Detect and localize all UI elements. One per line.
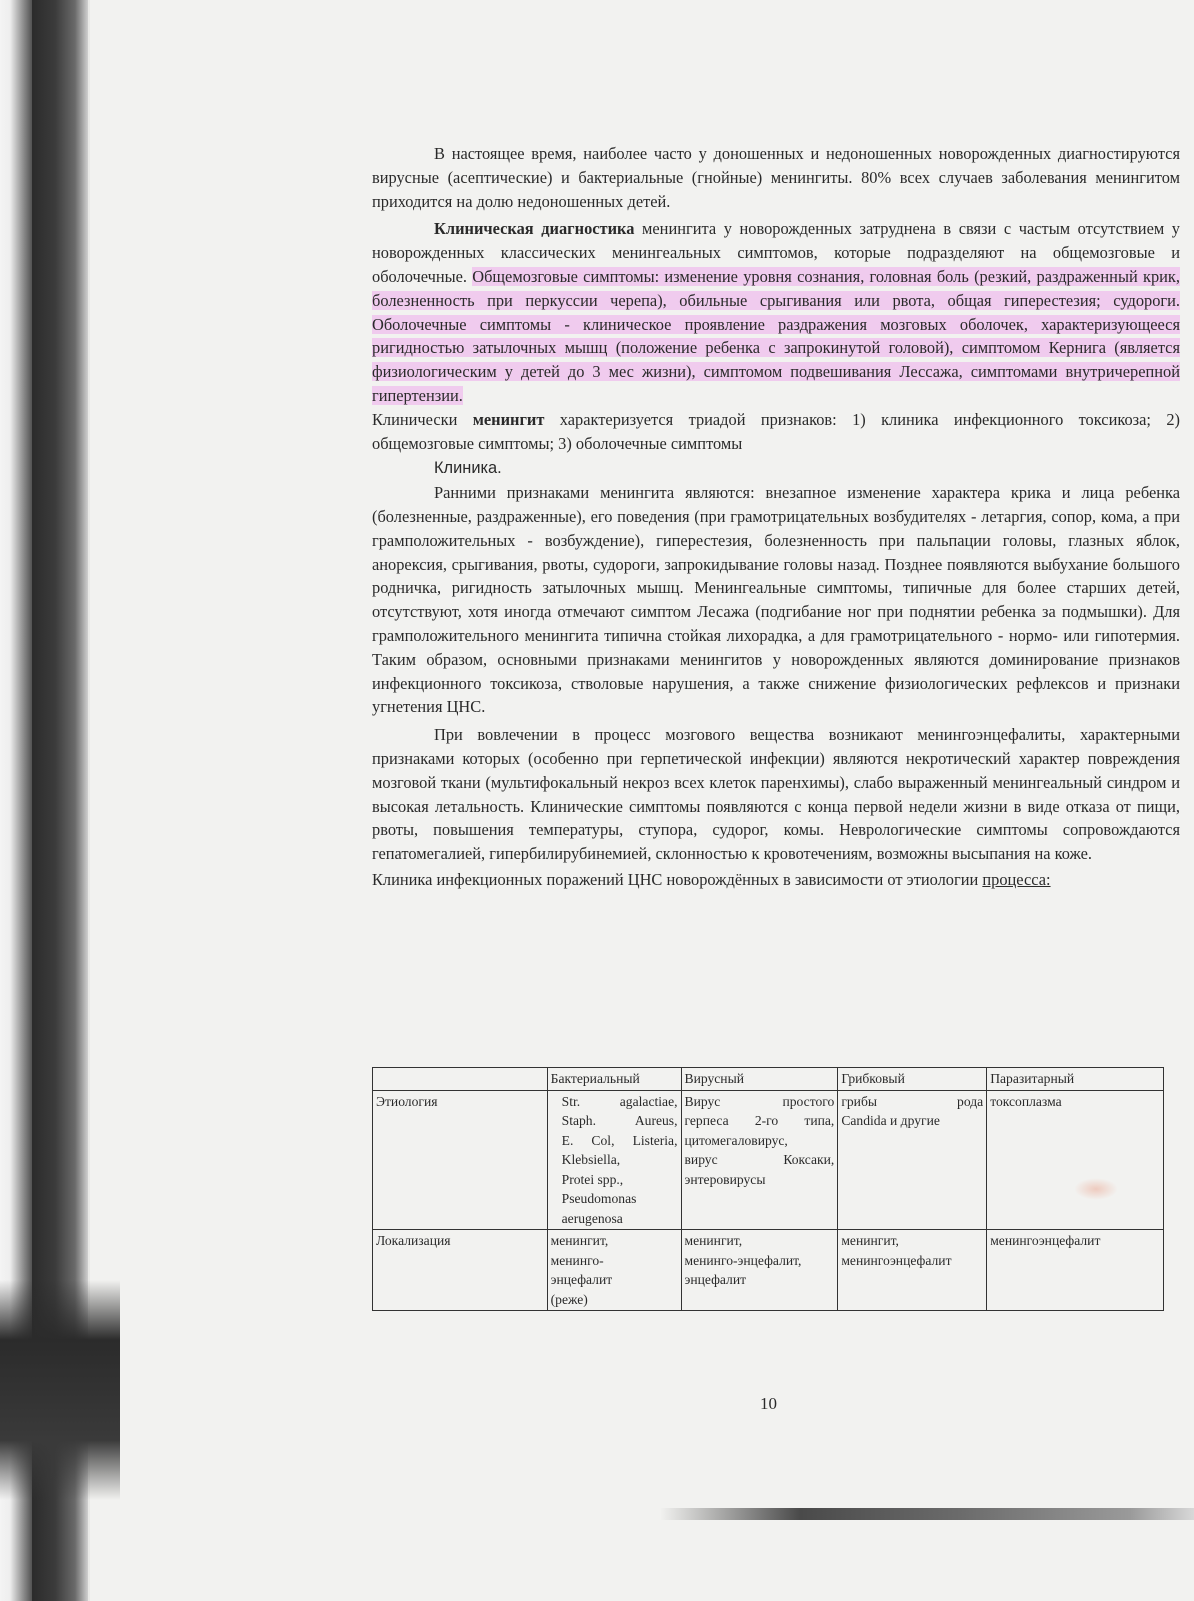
cell-line: менинго-энцефалит, [684, 1252, 802, 1268]
paragraph-intro: В настоящее время, наиболее часто у доношенных и недоношенных новорожденных диагностируются вирусные (асептические) и бактериальные (гнойные) менингиты. 80% всех случаев заболевания менингитом приходится на долю недоношенных детей. [372, 144, 1180, 211]
scan-bottom-shadow [660, 1508, 1194, 1520]
table-header-cell [373, 1068, 548, 1091]
cell-line: грибы рода [841, 1093, 984, 1109]
table-header-cell: Паразитарный [987, 1068, 1164, 1091]
cell-line: Protei spp., [561, 1171, 624, 1187]
caption-text-underlined: процесса: [982, 869, 1051, 889]
cell-line: энтеровирусы [684, 1171, 766, 1187]
table-cell [838, 1230, 987, 1311]
table-cell [681, 1230, 838, 1311]
table-header-cell: Бактериальный [547, 1068, 681, 1091]
cell-line: менингит, [684, 1233, 743, 1248]
row-label: Этиология [373, 1090, 548, 1230]
cell-line: Klebsiella, [561, 1152, 621, 1167]
cell-line: герпеса 2-го типа, [684, 1113, 835, 1128]
paragraph-text: характеризуется триадой признаков: 1) клиника инфекционного токсикоза; 2) общемозговые симптомы; 3) оболочечные симптомы [372, 409, 1180, 453]
etiology-table [372, 1067, 1164, 1311]
scan-corner-shadow [0, 1280, 120, 1500]
paragraph-early-signs: Ранними признаками менингита являются: внезапное изменение характера крика и лица ребенка (болезненные, раздраженные), его поведения (при грамотрицательных возбудителях - летаргия, сопор, кома, а при грамположительных - возбуждение), гиперестезия, болезненность при пальпации головы, глазных яблок, анорексия, срыгивания, рвоты, судороги, запрокидывание головы назад. Позднее появляются выбухание большого родничка, ригидность затылочных мышц. Менингеальные симптомы, типичные для более старших детей, отсутствуют, хотя иногда отмечают симптом Лесажа (подгибание ног при поднятии ребенка за подмышки). Для грамположительного менингита типична стойкая лихорадка, а для грамотрицательного - нормо- или гипотермия. Таким образом, основными признаками менингитов у новорожденных являются доминирование признаков инфекционного токсикоза, стволовые нарушения, а также снижение физиологических рефлексов и признаки угнетения ЦНС. [372, 483, 1180, 717]
cell-line: Staph. Aureus, [561, 1113, 678, 1128]
table-header-cell: Вирусный [681, 1068, 838, 1091]
cell-line: менинго- [550, 1252, 604, 1268]
table-cell [681, 1090, 838, 1230]
row-label: Локализация [373, 1230, 548, 1311]
table-caption [372, 868, 1180, 892]
document-body [372, 142, 1180, 892]
table-cell [838, 1090, 987, 1230]
table-header-cell: Грибковый [838, 1068, 987, 1091]
cell-line: менингит, [841, 1233, 899, 1248]
table-row [373, 1090, 1164, 1230]
table-header-row [373, 1068, 1164, 1091]
bold-term: Клиническая диагностика [434, 219, 635, 239]
table-cell: токсоплазма [987, 1090, 1164, 1230]
paragraph-clinical-diagnostics [372, 217, 1180, 407]
cell-line: Str. agalactiae, [561, 1093, 678, 1109]
cell-line: цитомегаловирус, [684, 1132, 788, 1148]
cell-line: aerugenosa [561, 1210, 623, 1226]
caption-text: Клиника инфекционных поражений ЦНС новорождённых в зависимости от этиологии [372, 869, 983, 889]
cell-line: (реже) [550, 1291, 588, 1307]
cell-line: Candida и другие [841, 1113, 940, 1128]
cell-line: вирус Коксаки, [684, 1152, 835, 1167]
cell-line: Pseudomonas [561, 1191, 637, 1206]
cell-line: энцефалит [684, 1272, 747, 1287]
paragraph-meningoencephalitis: При вовлечении в процесс мозгового вещества возникают менингоэнцефалиты, характерными признаками которых (особенно при герпетической инфекции) являются некротический характер повреждения мозговой ткани (мультифокальный некроз всех клеток паренхимы), слабо выраженный менингеальный синдром и высокая летальность. Клинические симптомы появляются с конца первой недели жизни в виде отказа от пищи, рвоты, повышения температуры, ступора, судорог, комы. Неврологические симптомы сопровождаются гепатомегалией, гипербилирубинемией, склонностью к кровотечениям, возможны высыпания на коже. [372, 725, 1180, 864]
table-cell [547, 1230, 681, 1311]
page-number: 10 [760, 1394, 777, 1413]
cell-line: менингоэнцефалит [841, 1252, 952, 1268]
cell-line: Вирус простого [684, 1093, 835, 1109]
paragraph-text: менингита у новорожденных затруднена в связи с частым отсутствием у новорожденных классических менингеальных симптомов, которые подразделяют на общемозговые и оболочечные. [372, 219, 1181, 286]
section-heading-clinic: Клиника. [434, 459, 502, 478]
table-cell [547, 1090, 681, 1230]
table-cell: менингоэнцефалит [987, 1230, 1164, 1311]
bold-term: менингит [472, 409, 545, 429]
cell-line: энцефалит [550, 1272, 613, 1287]
highlighted-text: Общемозговые симптомы: изменение уровня сознания, головная боль (резкий, раздраженный крик, болезненность при перкуссии черепа), обильные срыгивания или рвота, общая гиперестезия; судороги. Оболочечные симптомы - клиническое проявление раздражения мозговых оболочек, характеризующееся ригидностью затылочных мышц (положение ребенка с запрокинутой головой), симптомом Кернига (является физиологическим у детей до 3 мес жизни), симптомом подвешивания Лессажа, симптомами внутричерепной гипертензии. [372, 266, 1180, 405]
cell-line: E. Col, Listeria, [561, 1132, 678, 1148]
table-row [373, 1230, 1164, 1311]
paragraph-triad [372, 408, 1180, 456]
cell-line: менингит, [550, 1233, 609, 1248]
paragraph-text: Клинически [372, 409, 473, 429]
